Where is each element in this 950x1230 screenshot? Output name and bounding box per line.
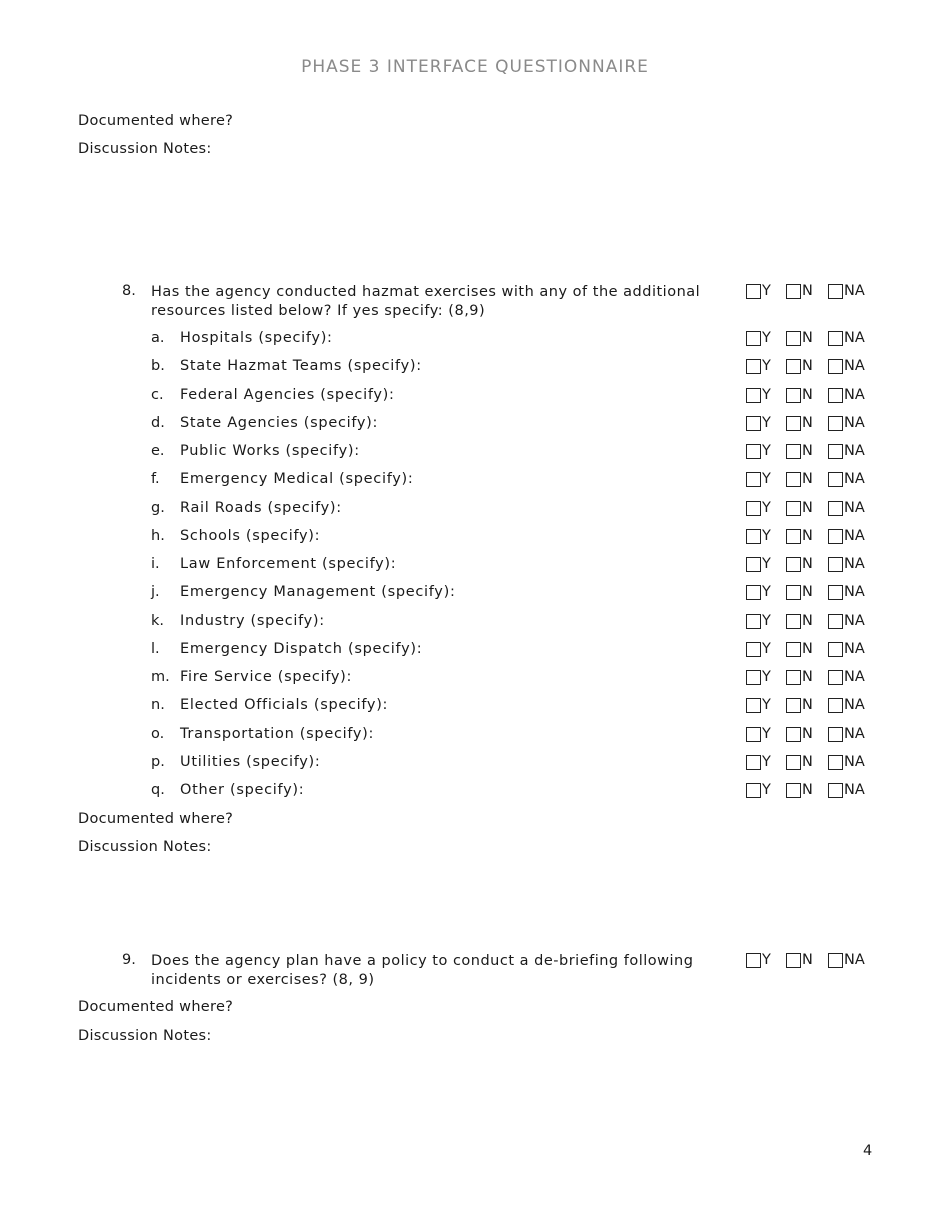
sub-item-label: Schools (specify): bbox=[180, 528, 321, 544]
checkbox-no[interactable] bbox=[786, 359, 801, 374]
answer-yes[interactable] bbox=[746, 726, 771, 742]
answer-yes-label: Y bbox=[762, 641, 771, 657]
answer-na[interactable] bbox=[828, 697, 865, 713]
answer-na[interactable] bbox=[828, 387, 865, 403]
answer-na[interactable] bbox=[828, 782, 865, 798]
answer-yes-label: Y bbox=[762, 415, 771, 431]
answer-no-label: N bbox=[802, 669, 813, 685]
sub-item-letter: d. bbox=[151, 415, 165, 431]
checkbox-no[interactable] bbox=[786, 614, 801, 629]
answer-na[interactable] bbox=[828, 952, 865, 968]
page-header-title: PHASE 3 INTERFACE QUESTIONNAIRE bbox=[301, 57, 649, 77]
answer-no-label: N bbox=[802, 697, 813, 713]
answer-no-label: N bbox=[802, 556, 813, 572]
answer-na-label: NA bbox=[844, 754, 865, 770]
answer-yes[interactable] bbox=[746, 330, 771, 346]
answer-yes[interactable] bbox=[746, 669, 771, 685]
sub-item-answer-group bbox=[746, 782, 876, 800]
answer-no-label: N bbox=[802, 330, 813, 346]
answer-na[interactable] bbox=[828, 528, 865, 544]
sub-item-answer-group bbox=[746, 443, 876, 461]
answer-yes-label: Y bbox=[762, 669, 771, 685]
answer-no[interactable] bbox=[786, 584, 813, 600]
checkbox-na[interactable] bbox=[828, 501, 843, 516]
checkbox-na[interactable] bbox=[828, 529, 843, 544]
checkbox-na[interactable] bbox=[828, 359, 843, 374]
sub-item-label: Hospitals (specify): bbox=[180, 330, 333, 346]
answer-no-label: N bbox=[802, 283, 813, 299]
checkbox-na[interactable] bbox=[828, 472, 843, 487]
checkbox-na[interactable] bbox=[828, 642, 843, 657]
answer-na[interactable] bbox=[828, 358, 865, 374]
answer-yes-label: Y bbox=[762, 283, 771, 299]
sub-item-label: Public Works (specify): bbox=[180, 443, 360, 459]
question-9-number: 9. bbox=[122, 952, 136, 968]
answer-no-label: N bbox=[802, 641, 813, 657]
checkbox-yes[interactable] bbox=[746, 359, 761, 374]
answer-no-label: N bbox=[802, 500, 813, 516]
documented-where-label: Documented where? bbox=[78, 999, 234, 1015]
answer-no[interactable] bbox=[786, 669, 813, 685]
checkbox-no[interactable] bbox=[786, 585, 801, 600]
checkbox-yes[interactable] bbox=[746, 388, 761, 403]
checkbox-na[interactable] bbox=[828, 585, 843, 600]
checkbox-na[interactable] bbox=[828, 727, 843, 742]
checkbox-yes[interactable] bbox=[746, 331, 761, 346]
sub-item-label: Utilities (specify): bbox=[180, 754, 321, 770]
answer-yes[interactable] bbox=[746, 358, 771, 374]
sub-item-answer-group bbox=[746, 415, 876, 433]
sub-item-letter: c. bbox=[151, 387, 164, 403]
answer-na[interactable] bbox=[828, 556, 865, 572]
answer-yes[interactable] bbox=[746, 697, 771, 713]
checkbox-no[interactable] bbox=[786, 783, 801, 798]
page-number: 4 bbox=[863, 1143, 873, 1159]
checkbox-no[interactable] bbox=[786, 642, 801, 657]
answer-no[interactable] bbox=[786, 387, 813, 403]
sub-item-answer-group bbox=[746, 726, 876, 744]
checkbox-yes[interactable] bbox=[746, 284, 761, 299]
checkbox-no[interactable] bbox=[786, 698, 801, 713]
answer-yes-label: Y bbox=[762, 471, 771, 487]
answer-no[interactable] bbox=[786, 358, 813, 374]
checkbox-yes[interactable] bbox=[746, 953, 761, 968]
answer-no-label: N bbox=[802, 471, 813, 487]
sub-item-letter: k. bbox=[151, 613, 165, 629]
question-9-text: Does the agency plan have a policy to conduct a de-briefing following incidents or exercises? (8, 9) bbox=[151, 953, 694, 988]
sub-item-letter: n. bbox=[151, 697, 165, 713]
answer-no-label: N bbox=[802, 584, 813, 600]
sub-item-answer-group bbox=[746, 641, 876, 659]
checkbox-no[interactable] bbox=[786, 557, 801, 572]
answer-na-label: NA bbox=[844, 330, 865, 346]
answer-na-label: NA bbox=[844, 697, 865, 713]
answer-no[interactable] bbox=[786, 330, 813, 346]
checkbox-no[interactable] bbox=[786, 755, 801, 770]
answer-yes-label: Y bbox=[762, 528, 771, 544]
sub-item-answer-group bbox=[746, 358, 876, 376]
answer-yes[interactable] bbox=[746, 782, 771, 798]
answer-no-label: N bbox=[802, 387, 813, 403]
answer-no[interactable] bbox=[786, 952, 813, 968]
sub-item-label: Elected Officials (specify): bbox=[180, 697, 389, 713]
answer-no-label: N bbox=[802, 443, 813, 459]
answer-yes[interactable] bbox=[746, 283, 771, 299]
answer-no[interactable] bbox=[786, 283, 813, 299]
sub-item-label: Emergency Medical (specify): bbox=[180, 471, 414, 487]
checkbox-no[interactable] bbox=[786, 472, 801, 487]
checkbox-no[interactable] bbox=[786, 416, 801, 431]
answer-no[interactable] bbox=[786, 613, 813, 629]
sub-item-answer-group bbox=[746, 387, 876, 405]
answer-na-label: NA bbox=[844, 387, 865, 403]
answer-yes-label: Y bbox=[762, 613, 771, 629]
sub-item-letter: o. bbox=[151, 726, 165, 742]
answer-yes[interactable] bbox=[746, 528, 771, 544]
checkbox-no[interactable] bbox=[786, 529, 801, 544]
answer-no-label: N bbox=[802, 358, 813, 374]
answer-na-label: NA bbox=[844, 584, 865, 600]
answer-yes-label: Y bbox=[762, 387, 771, 403]
sub-item-answer-group bbox=[746, 584, 876, 602]
checkbox-na[interactable] bbox=[828, 698, 843, 713]
answer-yes[interactable] bbox=[746, 556, 771, 572]
sub-item-letter: g. bbox=[151, 500, 165, 516]
checkbox-yes[interactable] bbox=[746, 472, 761, 487]
checkbox-no[interactable] bbox=[786, 501, 801, 516]
checkbox-no[interactable] bbox=[786, 444, 801, 459]
answer-na-label: NA bbox=[844, 556, 865, 572]
answer-yes-label: Y bbox=[762, 584, 771, 600]
answer-yes[interactable] bbox=[746, 584, 771, 600]
checkbox-na[interactable] bbox=[828, 614, 843, 629]
checkbox-na[interactable] bbox=[828, 755, 843, 770]
checkbox-no[interactable] bbox=[786, 727, 801, 742]
answer-na-label: NA bbox=[844, 443, 865, 459]
answer-na[interactable] bbox=[828, 669, 865, 685]
answer-na[interactable] bbox=[828, 641, 865, 657]
answer-na[interactable] bbox=[828, 415, 865, 431]
checkbox-yes[interactable] bbox=[746, 614, 761, 629]
answer-no[interactable] bbox=[786, 471, 813, 487]
answer-yes-label: Y bbox=[762, 726, 771, 742]
checkbox-na[interactable] bbox=[828, 670, 843, 685]
checkbox-yes[interactable] bbox=[746, 727, 761, 742]
answer-na-label: NA bbox=[844, 500, 865, 516]
answer-no[interactable] bbox=[786, 443, 813, 459]
sub-item-label: Other (specify): bbox=[180, 782, 305, 798]
sub-item-label: Rail Roads (specify): bbox=[180, 500, 342, 516]
answer-na[interactable] bbox=[828, 471, 865, 487]
question-8-answer-group bbox=[746, 283, 876, 301]
answer-no[interactable] bbox=[786, 754, 813, 770]
answer-no[interactable] bbox=[786, 500, 813, 516]
checkbox-na[interactable] bbox=[828, 953, 843, 968]
sub-item-answer-group bbox=[746, 697, 876, 715]
answer-yes-label: Y bbox=[762, 754, 771, 770]
sub-item-letter: j. bbox=[151, 584, 160, 600]
answer-yes-label: Y bbox=[762, 500, 771, 516]
answer-na-label: NA bbox=[844, 415, 865, 431]
sub-item-label: Fire Service (specify): bbox=[180, 669, 353, 685]
sub-item-label: Transportation (specify): bbox=[180, 726, 375, 742]
answer-yes-label: Y bbox=[762, 952, 771, 968]
answer-no[interactable] bbox=[786, 641, 813, 657]
answer-no-label: N bbox=[802, 754, 813, 770]
answer-no-label: N bbox=[802, 613, 813, 629]
answer-na[interactable] bbox=[828, 584, 865, 600]
checkbox-yes[interactable] bbox=[746, 416, 761, 431]
answer-yes-label: Y bbox=[762, 782, 771, 798]
checkbox-na[interactable] bbox=[828, 284, 843, 299]
answer-no[interactable] bbox=[786, 726, 813, 742]
checkbox-na[interactable] bbox=[828, 331, 843, 346]
sub-item-letter: h. bbox=[151, 528, 165, 544]
sub-item-letter: i. bbox=[151, 556, 160, 572]
question-8-text: Has the agency conducted hazmat exercises with any of the additional resources listed below? If yes specify: (8,9) bbox=[151, 284, 701, 319]
question-9-answer-group bbox=[746, 952, 876, 970]
sub-item-answer-group bbox=[746, 500, 876, 518]
answer-na-label: NA bbox=[844, 471, 865, 487]
answer-no[interactable] bbox=[786, 528, 813, 544]
answer-na-label: NA bbox=[844, 726, 865, 742]
sub-item-label: Law Enforcement (specify): bbox=[180, 556, 397, 572]
answer-no-label: N bbox=[802, 415, 813, 431]
checkbox-yes[interactable] bbox=[746, 501, 761, 516]
answer-yes-label: Y bbox=[762, 443, 771, 459]
sub-item-answer-group bbox=[746, 556, 876, 574]
answer-yes[interactable] bbox=[746, 500, 771, 516]
checkbox-no[interactable] bbox=[786, 284, 801, 299]
checkbox-yes[interactable] bbox=[746, 585, 761, 600]
sub-item-label: Emergency Management (specify): bbox=[180, 584, 456, 600]
answer-na[interactable] bbox=[828, 443, 865, 459]
checkbox-yes[interactable] bbox=[746, 783, 761, 798]
answer-no-label: N bbox=[802, 782, 813, 798]
sub-item-letter: b. bbox=[151, 358, 165, 374]
sub-item-letter: f. bbox=[151, 471, 160, 487]
answer-no[interactable] bbox=[786, 556, 813, 572]
answer-yes-label: Y bbox=[762, 358, 771, 374]
answer-na[interactable] bbox=[828, 613, 865, 629]
answer-no-label: N bbox=[802, 726, 813, 742]
sub-item-answer-group bbox=[746, 471, 876, 489]
sub-item-answer-group bbox=[746, 528, 876, 546]
answer-yes-label: Y bbox=[762, 697, 771, 713]
sub-item-letter: l. bbox=[151, 641, 160, 657]
sub-item-answer-group bbox=[746, 669, 876, 687]
answer-na[interactable] bbox=[828, 754, 865, 770]
question-8-number: 8. bbox=[122, 283, 136, 299]
discussion-notes-label: Discussion Notes: bbox=[78, 1028, 212, 1044]
checkbox-no[interactable] bbox=[786, 953, 801, 968]
checkbox-no[interactable] bbox=[786, 670, 801, 685]
checkbox-na[interactable] bbox=[828, 444, 843, 459]
checkbox-yes[interactable] bbox=[746, 529, 761, 544]
answer-yes[interactable] bbox=[746, 443, 771, 459]
discussion-notes-label: Discussion Notes: bbox=[78, 839, 212, 855]
answer-na-label: NA bbox=[844, 782, 865, 798]
answer-no-label: N bbox=[802, 952, 813, 968]
answer-na-label: NA bbox=[844, 952, 865, 968]
sub-item-letter: q. bbox=[151, 782, 165, 798]
answer-na[interactable] bbox=[828, 330, 865, 346]
sub-item-answer-group bbox=[746, 613, 876, 631]
answer-yes[interactable] bbox=[746, 415, 771, 431]
answer-no[interactable] bbox=[786, 415, 813, 431]
answer-yes[interactable] bbox=[746, 471, 771, 487]
answer-yes-label: Y bbox=[762, 556, 771, 572]
checkbox-na[interactable] bbox=[828, 388, 843, 403]
checkbox-na[interactable] bbox=[828, 783, 843, 798]
answer-yes[interactable] bbox=[746, 387, 771, 403]
discussion-notes-label: Discussion Notes: bbox=[78, 141, 212, 157]
checkbox-yes[interactable] bbox=[746, 755, 761, 770]
checkbox-yes[interactable] bbox=[746, 642, 761, 657]
sub-item-label: Emergency Dispatch (specify): bbox=[180, 641, 423, 657]
checkbox-yes[interactable] bbox=[746, 557, 761, 572]
answer-yes[interactable] bbox=[746, 754, 771, 770]
answer-na-label: NA bbox=[844, 283, 865, 299]
checkbox-no[interactable] bbox=[786, 388, 801, 403]
answer-yes[interactable] bbox=[746, 952, 771, 968]
sub-item-letter: a. bbox=[151, 330, 165, 346]
checkbox-yes[interactable] bbox=[746, 444, 761, 459]
sub-item-label: Federal Agencies (specify): bbox=[180, 387, 395, 403]
sub-item-answer-group bbox=[746, 754, 876, 772]
documented-where-label: Documented where? bbox=[78, 811, 234, 827]
sub-item-letter: e. bbox=[151, 443, 165, 459]
answer-no[interactable] bbox=[786, 782, 813, 798]
checkbox-no[interactable] bbox=[786, 331, 801, 346]
answer-no-label: N bbox=[802, 528, 813, 544]
answer-yes[interactable] bbox=[746, 613, 771, 629]
answer-na-label: NA bbox=[844, 613, 865, 629]
answer-yes[interactable] bbox=[746, 641, 771, 657]
checkbox-yes[interactable] bbox=[746, 670, 761, 685]
answer-no[interactable] bbox=[786, 697, 813, 713]
checkbox-na[interactable] bbox=[828, 416, 843, 431]
answer-na[interactable] bbox=[828, 726, 865, 742]
sub-item-answer-group bbox=[746, 330, 876, 348]
documented-where-label: Documented where? bbox=[78, 113, 234, 129]
sub-item-label: State Hazmat Teams (specify): bbox=[180, 358, 422, 374]
sub-item-letter: m. bbox=[151, 669, 170, 685]
checkbox-na[interactable] bbox=[828, 557, 843, 572]
sub-item-label: State Agencies (specify): bbox=[180, 415, 379, 431]
answer-na-label: NA bbox=[844, 528, 865, 544]
checkbox-yes[interactable] bbox=[746, 698, 761, 713]
sub-item-letter: p. bbox=[151, 754, 165, 770]
answer-na[interactable] bbox=[828, 283, 865, 299]
sub-item-label: Industry (specify): bbox=[180, 613, 325, 629]
answer-na-label: NA bbox=[844, 641, 865, 657]
answer-na[interactable] bbox=[828, 500, 865, 516]
answer-na-label: NA bbox=[844, 358, 865, 374]
answer-yes-label: Y bbox=[762, 330, 771, 346]
answer-na-label: NA bbox=[844, 669, 865, 685]
